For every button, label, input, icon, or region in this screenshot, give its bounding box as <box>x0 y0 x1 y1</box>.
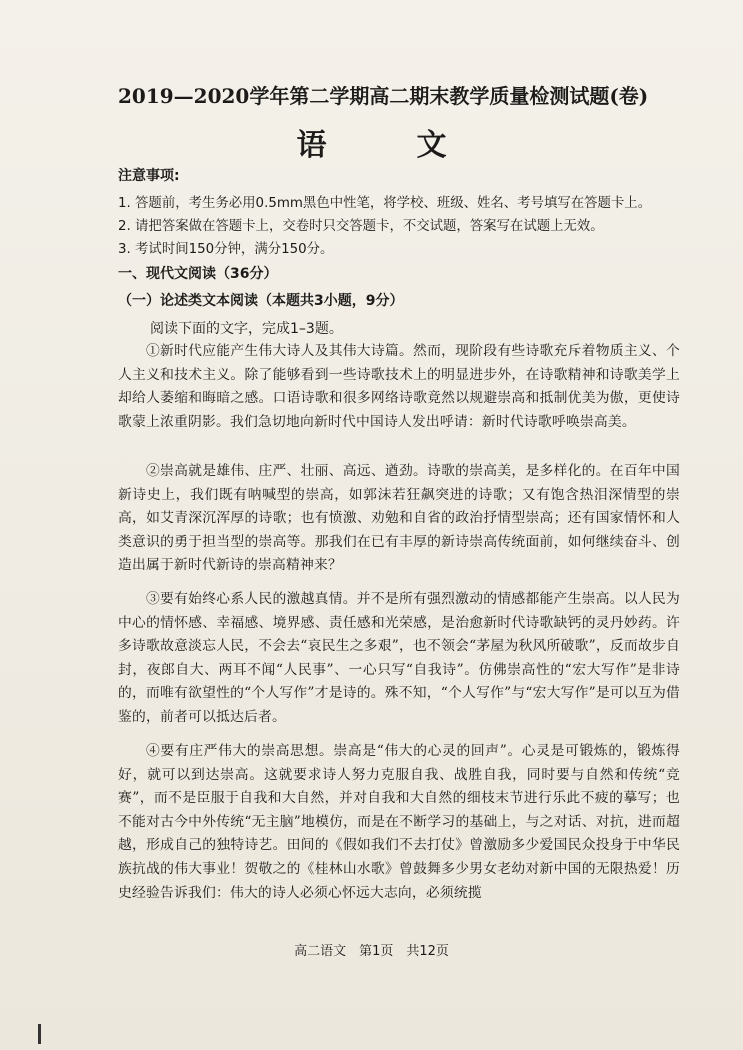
scan-edge-mark <box>38 1024 41 1044</box>
page-footer: 高二语文 第1页 共12页 <box>294 944 449 959</box>
passage-paragraph-3: ③要有始终心系人民的激越真情。并不是所有强烈激动的情感都能产生崇高。以人民为中心的情怀感、幸福感、境界感、责任感和光荣感，是治愈新时代诗歌缺钙的灵丹妙药。许多诗歌故意淡忘人民，不会去“哀民生之多艰”，也不领会“茅屋为秋风所破歌”，反而故步自封，夜郎自大、两耳不闻“人民事”、一心只写“自我诗”。仿佛崇高性的“宏大写作”是非诗的，而唯有欲望性的“个人写作”才是诗的。殊不知，“个人写作”与“宏大写作”是可以互为借鉴的，前者可以抵达后者。 <box>118 591 680 725</box>
exam-title: 2019—2020学年第二学期高二期末教学质量检测试题(卷) <box>118 84 649 108</box>
subject-title: 语 文 <box>296 128 477 163</box>
note-item-2: 2. 请把答案做在答题卡上，交卷时只交答题卡，不交试题，答案写在试题上无效。 <box>118 219 604 234</box>
passage-paragraph-1: ①新时代应能产生伟大诗人及其伟大诗篇。然而，现阶段有些诗歌充斥着物质主义、个人主义和技术主义。除了能够看到一些诗歌技术上的明显进步外，在诗歌精神和诗歌美学上却给人萎缩和晦暗之感。口语诗歌和很多网络诗歌竟然以规避崇高和抵制优美为傲，更使诗歌蒙上浓重阴影。我们急切地向新时代中国诗人发出呼请：新时代诗歌呼唤崇高美。 <box>118 343 680 430</box>
notes-heading: 注意事项: <box>118 168 180 184</box>
passage-paragraph-2: ②崇高就是雄伟、庄严、壮丽、高远、遒劲。诗歌的崇高美，是多样化的。在百年中国新诗史上，我们既有呐喊型的崇高，如郭沫若狂飙突进的诗歌；又有饱含热泪深情型的崇高，如艾青深沉浑厚的诗歌；也有愤激、劝勉和自省的政治抒情型崇高；还有国家情怀和人类意识的勇于担当型的崇高等。那我们在已有丰厚的新诗崇高传统面前，如何继续奋斗、创造出属于新时代新诗的崇高精神来？ <box>118 463 680 574</box>
subsection-heading: （一）论述类文本阅读（本题共3小题，9分） <box>118 293 404 309</box>
section-heading: 一、现代文阅读（36分） <box>118 266 278 282</box>
passage-paragraph-4: ④要有庄严伟大的崇高思想。崇高是“伟大的心灵的回声”。心灵是可锻炼的，锻炼得好，就可以到达崇高。这就要求诗人努力克服自我、战胜自我，同时要与自然和传统“竞赛”，而不是臣服于自我和大自然，并对自我和大自然的细枝末节进行乐此不疲的摹写；也不能对古今中外传统“无主脑”地模仿，而是在不断学习的基础上，与之对话、对抗，进而超越，形成自己的独特诗艺。田间的《假如我们不去打仗》曾激励多少爱国民众投身于中华民族抗战的伟大事业！贺敬之的《桂林山水歌》曾鼓舞多少男女老幼对新中国的无限热爱！历史经验告诉我们：伟大的诗人必须心怀远大志向，必须统揽 <box>118 743 680 901</box>
reading-instruction: 阅读下面的文字，完成1–3题。 <box>150 321 343 337</box>
note-item-1: 1. 答题前，考生务必用0.5mm黑色中性笔，将学校、班级、姓名、考号填写在答题卡上。 <box>118 196 652 211</box>
note-item-3: 3. 考试时间150分钟，满分150分。 <box>118 242 334 257</box>
